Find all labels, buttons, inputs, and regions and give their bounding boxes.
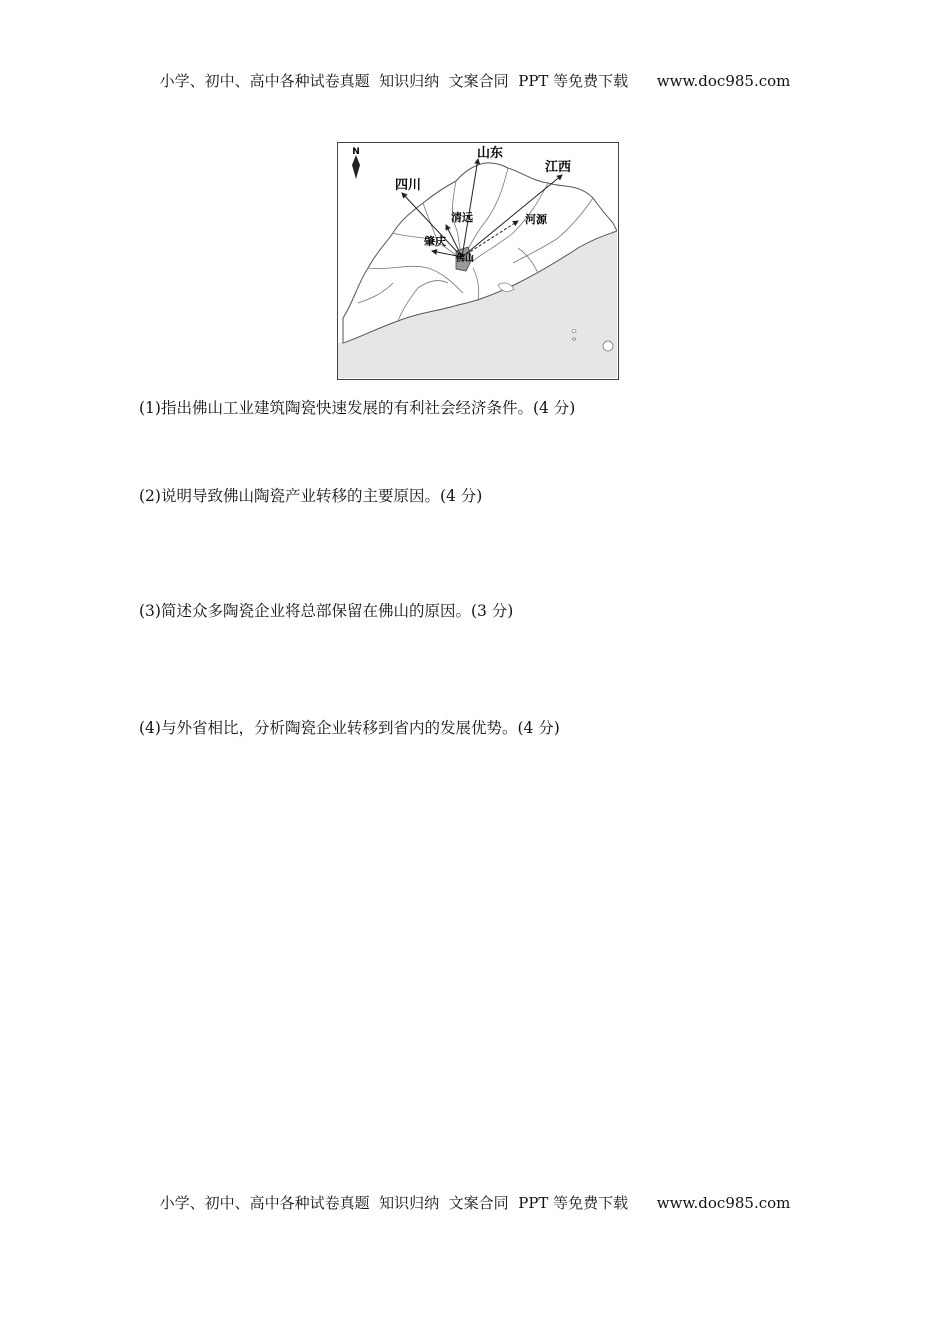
map-figure <box>337 142 619 380</box>
label-foshan: 佛山 <box>455 254 475 264</box>
question-3: (3)简述众多陶瓷企业将总部保留在佛山的原因。(3 分) <box>139 602 514 620</box>
label-heyuan: 河源 <box>525 213 547 226</box>
label-qingyuan: 清远 <box>451 211 473 224</box>
page-header: 小学、初中、高中各种试卷真题 知识归纳 文案合同 PPT 等免费下载 www.doc985.com <box>159 72 791 90</box>
question-1: (1)指出佛山工业建筑陶瓷快速发展的有利社会经济条件。(4 分) <box>139 399 576 417</box>
north-label: N <box>352 147 360 157</box>
label-jiangxi: 江西 <box>544 160 572 175</box>
label-sichuan: 四川 <box>394 178 422 193</box>
label-shandong: 山东 <box>476 146 504 161</box>
question-2: (2)说明导致佛山陶瓷产业转移的主要原因。(4 分) <box>139 487 483 505</box>
label-zhaoqing: 肇庆 <box>424 235 446 248</box>
question-4: (4)与外省相比，分析陶瓷企业转移到省内的发展优势。(4 分) <box>139 719 560 737</box>
page-footer: 小学、初中、高中各种试卷真题 知识归纳 文案合同 PPT 等免费下载 www.doc985.com <box>159 1194 791 1212</box>
guangdong-map <box>338 143 617 378</box>
north-arrow-icon <box>352 155 360 179</box>
